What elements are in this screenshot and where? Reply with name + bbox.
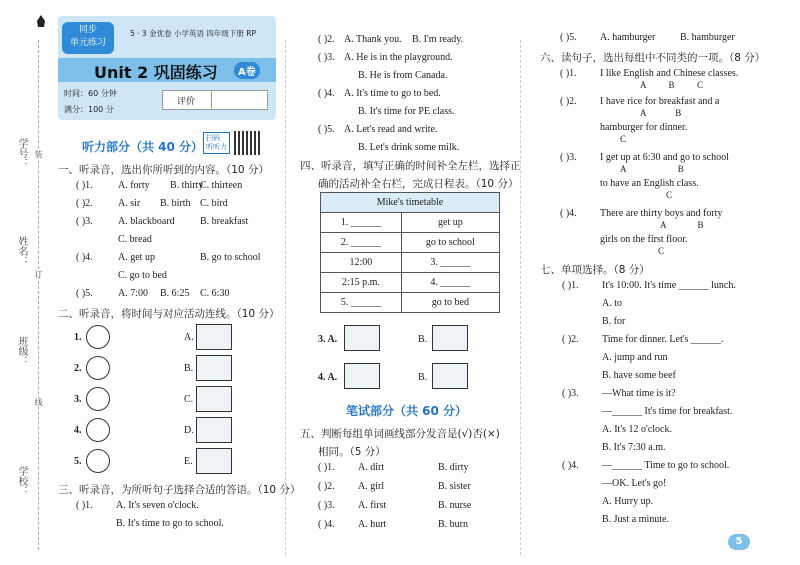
q1-option-c[interactable]: C. bread [118, 234, 152, 245]
activity-label: A. [184, 332, 194, 343]
q1-option-a[interactable]: A. sir [118, 198, 141, 209]
q7-question: —______ Time to go to school. [602, 460, 730, 471]
q6-sentence: to have an English class. [600, 178, 699, 189]
written-heading: 笔试部分（共 60 分） [346, 404, 468, 418]
q6-option-letters: A B [640, 108, 682, 118]
timetable-activity-cell: go to school [401, 233, 499, 253]
qr-caption: 扫码 听听力 [203, 132, 230, 154]
q1-item-num: ( )2. [76, 198, 93, 209]
evaluation-box [162, 90, 268, 110]
q5-word-b: B. sister [438, 481, 471, 492]
clock-icon[interactable] [86, 449, 110, 473]
activity-picture[interactable] [196, 448, 232, 474]
q1-option-c[interactable]: C. go to bed [118, 270, 167, 281]
q7-question-line2: —______ It's time for breakfast. [602, 406, 733, 417]
q1-option-a[interactable]: A. forty [118, 180, 150, 191]
activity-picture[interactable] [344, 363, 380, 389]
clock-icon[interactable] [86, 387, 110, 411]
timetable [320, 192, 500, 313]
q5-word-a: A. hamburger [600, 32, 656, 43]
q7-option-b[interactable]: B. for [602, 316, 626, 327]
q5-item-num: ( )2. [318, 481, 335, 492]
q5-word-a: A. girl [358, 481, 385, 492]
q7-item-num: ( )4. [562, 460, 579, 471]
activity-label: E. [184, 456, 193, 467]
q6-item-num: ( )1. [560, 68, 577, 79]
q1-option-c[interactable]: C. bird [200, 198, 228, 209]
binding-margin [0, 0, 52, 565]
q1-option-b[interactable]: B. thirty [170, 180, 204, 191]
q7-option-a[interactable]: A. It's 12 o'clock. [602, 424, 672, 435]
q5-title-line1: 五、判断每组单词画线部分发音是(√)否(×) [300, 428, 500, 440]
q1-option-b[interactable]: B. 6:25 [160, 288, 190, 299]
title-bar [58, 58, 276, 82]
version-tag: A卷 [234, 62, 260, 79]
q3-option-b[interactable]: B. I'm ready. [412, 34, 464, 45]
clock-label: 4. [74, 425, 82, 436]
q5-word-b: B. burn [438, 519, 468, 530]
clock-icon[interactable] [86, 325, 110, 349]
q1-option-b[interactable]: B. breakfast [200, 216, 249, 227]
binding-mark-ding: 订 [34, 270, 43, 278]
q4-option-label: 4. A. [318, 372, 338, 383]
q5-item-num: ( )1. [318, 462, 335, 473]
binding-dashed-line [38, 40, 39, 550]
q7-question-line2: —OK. Let's go! [602, 478, 667, 489]
activity-label: D. [184, 425, 194, 436]
q1-option-c[interactable]: C. 6:30 [200, 288, 230, 299]
q7-title: 七、单项选择。（8 分） [540, 264, 650, 276]
rocket-icon [36, 14, 46, 26]
q6-option-letters: C [620, 134, 627, 144]
q4-option-label: B. [418, 334, 428, 345]
q3-option-b[interactable]: B. He is from Canada. [358, 70, 448, 81]
timetable-activity-cell[interactable]: 3. ______ [401, 253, 499, 273]
q6-option-letters: A B [620, 164, 684, 174]
series-line: 5 · 3 金优卷 小学英语 四年级下册 RP [130, 29, 256, 38]
clock-icon[interactable] [86, 356, 110, 380]
q3-option-a[interactable]: A. It's seven o'clock. [116, 500, 199, 511]
q1-option-a[interactable]: A. get up [118, 252, 155, 263]
q7-option-b[interactable]: B. It's 7:30 a.m. [602, 442, 666, 453]
q1-title: 一、听录音，选出你所听到的内容。（10 分） [58, 164, 269, 176]
timetable-time-cell[interactable]: 5. ______ [321, 293, 402, 313]
column-separator [520, 40, 521, 555]
q6-sentence: girls on the first floor. [600, 234, 688, 245]
q6-option-letters: C [666, 190, 673, 200]
q3-option-b[interactable]: B. It's time to go to school. [116, 518, 224, 529]
q4-title-line2: 确的活动补全右栏，完成日程表。（10 分） [318, 178, 519, 190]
q4-option-label: B. [418, 372, 428, 383]
q1-item-num: ( )5. [76, 288, 93, 299]
q7-option-a[interactable]: A. jump and run [602, 352, 668, 363]
listening-heading: 听力部分（共 40 分） [82, 140, 204, 154]
timetable-activity-cell[interactable]: 4. ______ [401, 273, 499, 293]
timetable-activity-cell: get up [401, 213, 499, 233]
q6-sentence: There are thirty boys and forty [600, 208, 723, 219]
column-separator [285, 40, 286, 555]
q7-question: Time for dinner. Let's ______. [602, 334, 724, 345]
activity-picture[interactable] [344, 325, 380, 351]
q6-item-num: ( )3. [560, 152, 577, 163]
q6-sentence: I get up at 6:30 and go to school [600, 152, 729, 163]
q5-word-a: A. hurt [358, 519, 387, 530]
activity-label: C. [184, 394, 194, 405]
q3-option-b[interactable]: B. It's time for PE class. [358, 106, 455, 117]
q3-title: 三、听录音，为所听句子选择合适的答语。（10 分） [58, 484, 301, 496]
binding-mark-xian: 线 [34, 398, 43, 406]
q1-option-b[interactable]: B. go to school [200, 252, 261, 263]
activity-picture[interactable] [432, 325, 468, 351]
page-number: 5 [728, 534, 750, 550]
q3-option-a[interactable]: A. It's time to go to bed. [344, 88, 441, 99]
q5-word-a: A. first [358, 500, 387, 511]
timetable-activity-cell: go to bed [401, 293, 499, 313]
q5-word-a: A. dirt [358, 462, 385, 473]
q3-item-num: ( )2. [318, 34, 335, 45]
q3-option-a[interactable]: A. Thank you. [344, 34, 402, 45]
q6-option-letters: C [658, 246, 665, 256]
clock-icon[interactable] [86, 418, 110, 442]
q6-title: 六、读句子，选出每组中不同类的一项。（8 分） [540, 52, 766, 64]
q5-item-num: ( )4. [318, 519, 335, 530]
q7-option-b[interactable]: B. have some beef [602, 370, 676, 381]
activity-picture[interactable] [196, 324, 232, 350]
q5-word-b: B. nurse [438, 500, 472, 511]
q5-item-num: ( )3. [318, 500, 335, 511]
header-block [58, 16, 276, 120]
q7-option-b[interactable]: B. Just a minute. [602, 514, 669, 525]
evaluation-divider [211, 91, 212, 109]
q3-item-num: ( )3. [318, 52, 335, 63]
timetable-time-cell: 2:15 p.m. [321, 273, 402, 293]
q4-title-line1: 四、听录音，填写正确的时间补全左栏，选择正 [300, 160, 521, 172]
q1-item-num: ( )1. [76, 180, 93, 191]
q7-question: It's 10:00. It's time ______ lunch. [602, 280, 736, 291]
q2-title: 二、听录音，将时间与对应活动连线。（10 分） [58, 308, 280, 320]
q3-option-a[interactable]: A. Let's read and write. [344, 124, 438, 135]
q7-item-num: ( )2. [562, 334, 579, 345]
q1-option-a[interactable]: A. 7:00 [118, 288, 148, 299]
timetable-time-cell[interactable]: 2. ______ [321, 233, 402, 253]
q6-item-num: ( )2. [560, 96, 577, 107]
clock-label: 1. [74, 332, 82, 343]
time-limit: 时间：60 分钟 [64, 89, 117, 98]
q4-option-label: 3. A. [318, 334, 338, 345]
q7-item-num: ( )3. [562, 388, 579, 399]
student-id-label: 学号： [16, 138, 27, 168]
q5-word-b: B. hamburger [680, 32, 735, 43]
activity-label: B. [184, 363, 194, 374]
name-label: 姓名： [16, 236, 27, 266]
q7-option-a[interactable]: A. to [602, 298, 622, 309]
binding-mark-zhuang: 装 [34, 150, 43, 158]
q1-option-a[interactable]: A. blackboard [118, 216, 175, 227]
school-label: 学校： [16, 466, 27, 496]
q6-option-letters: A B [660, 220, 704, 230]
timetable-time-cell: 12:00 [321, 253, 402, 273]
unit-badge: 同步 单元练习 [62, 22, 114, 54]
clock-label: 5. [74, 456, 82, 467]
clock-label: 2. [74, 363, 82, 374]
q3-option-a[interactable]: A. He is in the playground. [344, 52, 453, 63]
q5-item-num: ( )5. [560, 32, 577, 43]
q6-sentence: I have rice for breakfast and a [600, 96, 720, 107]
q1-option-c[interactable]: C. thirteen [200, 180, 243, 191]
q6-sentence: hamburger for dinner. [600, 122, 688, 133]
q3-item-num: ( )1. [76, 500, 93, 511]
q6-option-letters: A B C [640, 80, 704, 90]
evaluation-label: 评价 [177, 97, 196, 107]
q3-item-num: ( )4. [318, 88, 335, 99]
activity-picture[interactable] [196, 386, 232, 412]
timetable-time-cell[interactable]: 1. ______ [321, 213, 402, 233]
q6-item-num: ( )4. [560, 208, 577, 219]
activity-picture[interactable] [196, 417, 232, 443]
q5-word-b: B. dirty [438, 462, 469, 473]
activity-picture[interactable] [196, 355, 232, 381]
q7-item-num: ( )1. [562, 280, 579, 291]
q7-question: —What time is it? [602, 388, 676, 399]
activity-picture[interactable] [432, 363, 468, 389]
q5-title-line2: 相同。（5 分） [318, 446, 386, 458]
q1-option-b[interactable]: B. birth [160, 198, 191, 209]
q3-item-num: ( )5. [318, 124, 335, 135]
class-label: 班级： [16, 336, 27, 366]
qr-code-icon[interactable] [234, 131, 260, 155]
q1-item-num: ( )3. [76, 216, 93, 227]
q3-option-b[interactable]: B. Let's drink some milk. [358, 142, 460, 153]
unit-title: Unit 2 巩固练习 [94, 63, 218, 82]
q6-sentence: I like English and Chinese classes. [600, 68, 739, 79]
q7-option-a[interactable]: A. Hurry up. [602, 496, 654, 507]
timetable-title: Mike's timetable [321, 193, 500, 213]
q1-item-num: ( )4. [76, 252, 93, 263]
clock-label: 3. [74, 394, 82, 405]
full-score: 满分：100 分 [64, 105, 114, 114]
